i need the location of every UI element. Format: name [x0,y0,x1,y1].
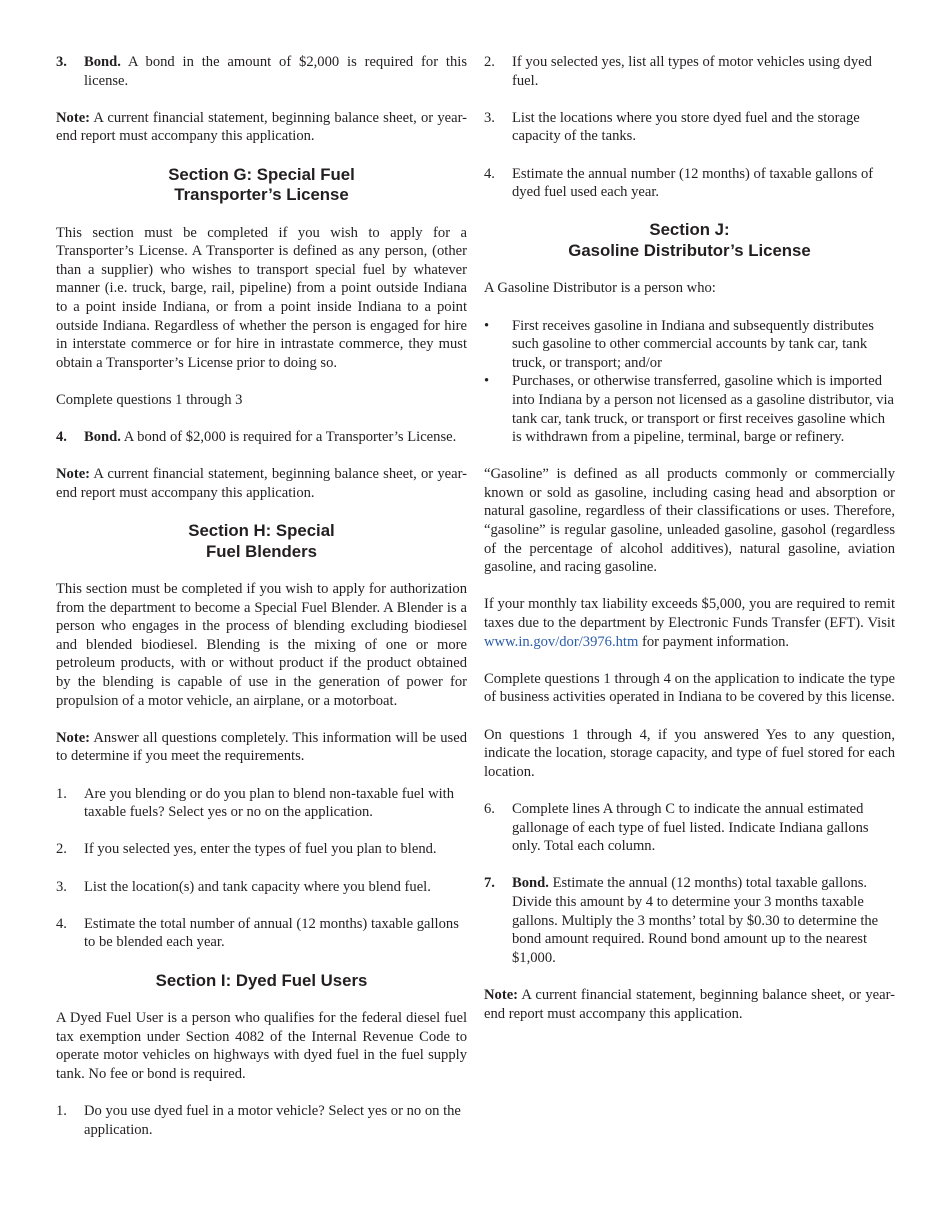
left-column [56,53,467,1158]
bond-item-7: 7. Bond. Estimate the annual (12 months) total taxable gallons. Divide this amount by 4 to determine your 3 months taxable gallons. Multiply the 3 months’ total by $0.30 to determine the bond amount required. Round bond amount up to the nearest $1,000. [484,875,879,966]
bond-item-3: 3. Bond. A bond in the amount of $2,000 is required for this license. [56,54,467,89]
section-i-heading: Section I: Dyed Fuel Users [155,970,368,990]
bullet-item: • First receives gasoline in Indiana and subsequently distributes such gasoline to other commercial accounts by tank car, tank truck, or transport; and/or [484,317,874,371]
complete-questions-text: Complete questions 1 through 3 [56,391,243,408]
list-item: 1. Do you use dyed fuel in a motor vehicle? Select yes or no on the application. [56,1103,461,1138]
dor-link[interactable]: www.in.gov/dor/3976.htm [484,633,639,650]
note: Note: A current financial statement, beginning balance sheet, or year-end report must accompany this application. [56,109,467,145]
list-item: 2. If you selected yes, enter the types of fuel you plan to blend. [56,841,437,858]
bond-item-4: 4. Bond. A bond of $2,000 is required for a Transporter’s License. [56,429,457,446]
note: Note: A current financial statement, beginning balance sheet, or year-end report must accompany this application. [56,466,467,501]
list-item: 1. Are you blending or do you plan to blend non-taxable fuel with taxable fuels? Select yes or no on the application. [56,785,455,821]
section-g-heading: Section G: Special Fuel Transporter’s License [168,164,355,205]
bullet-item: • Purchases, or otherwise transferred, gasoline which is imported into Indiana by a person not licensed as a gasoline distributor, via tank car, tank truck, or transport or first receives gasoline which is withdrawn from a pipeline, terminal, barge or refinery. [484,373,895,446]
transporter-paragraph: This section must be completed if you wish to apply for a Transporter’s License. A Transporter is defined as any person, (other than a supplier) who wishes to transport special fuel by whatever manner (i.e. truck, barge, rail, pipeline) from a point outside Indiana to a point inside Indiana, or from a point inside Indiana to a point outside Indiana. Regardless of whether the person is engaged for hire in interstate commerce or for hire in intrastate commerce, they must obtain a Transporter’s License prior to doing so. [56,224,467,371]
section-j-heading: Section J: Gasoline Distributor’s License [568,220,811,260]
list-item: 6. Complete lines A through C to indicate the annual estimated gallonage of each type of fuel listed. Indicate Indiana gallons only. Total each column. [484,800,869,855]
list-item: 2. If you selected yes, list all types of motor vehicles using dyed fuel. [484,54,872,89]
note: Note: A current financial statement, beginning balance sheet, or year-end report must accompany this application. [484,986,895,1022]
list-item: 4. Estimate the annual number (12 months) of taxable gallons of dyed fuel used each year. [484,165,874,201]
blender-paragraph: This section must be completed if you wish to apply for authorization from the department to become a Special Fuel Blender. A Blender is a person who engages in the process of blending excluding biodiesel and blended biodiesel. Blending is the mixing of one or more petroleum products, with or without product if the product obtained by the blending is capable of use in the generation of power for propulsion of a motor vehicle, an airplane, or a motorboat. [56,581,467,709]
section-h-heading: Section H: Special Fuel Blenders [188,521,335,561]
questions-instruction: On questions 1 through 4, if you answered Yes to any question, indicate the location, storage capacity, and type of fuel stored for each location. [484,726,895,780]
right-column [484,53,895,1042]
distributor-intro: A Gasoline Distributor is a person who: [484,280,716,297]
list-item: 3. List the location(s) and tank capacity where you blend fuel. [56,878,431,895]
list-item: 4. Estimate the total number of annual (12 months) taxable gallons to be blended each year. [56,915,459,951]
gasoline-definition: “Gasoline” is defined as all products commonly or commercially known or sold as gasoline, including casing head and absorption or natural gasoline, regardless of their classifications or uses. Therefore, “gasoline” is regular gasoline, unleaded gasoline, gasohol (regardless of the percentage of alcohol additives), natural gasoline, aviation gasoline, and racing gasoline. [484,466,895,576]
complete-questions-text: Complete questions 1 through 4 on the application to indicate the type of business activities operated in Indiana to be covered by this license. [484,670,895,706]
bullet-list [484,317,895,447]
note: Note: Answer all questions completely. This information will be used to determine if you meet the requirements. [56,729,467,765]
list-item: 3. List the locations where you store dyed fuel and the storage capacity of the tanks. [484,109,860,145]
eft-paragraph: If your monthly tax liability exceeds $5,000, you are required to remit taxes due to the department by Electronic Funds Transfer (EFT). Visit www.in.gov/dor/3976.htm for payment information. [484,596,895,650]
dyed-fuel-paragraph: A Dyed Fuel User is a person who qualifies for the federal diesel fuel tax exemption under Section 4082 of the Internal Revenue Code to operate motor vehicles on highways with dyed fuel in the fuel supply tank. No fee or bond is required. [56,1010,467,1082]
